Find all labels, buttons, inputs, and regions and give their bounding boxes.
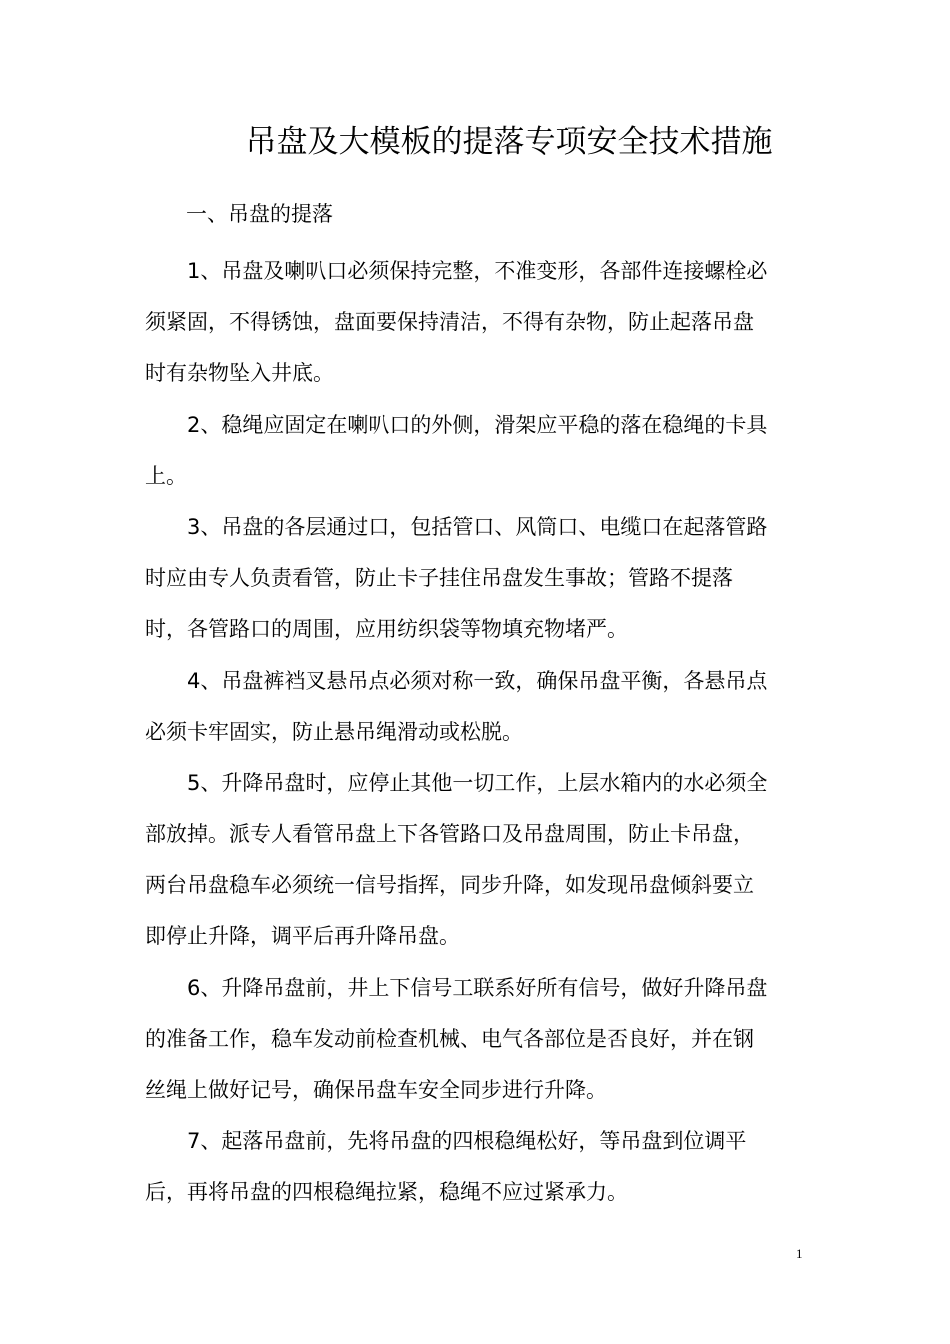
- paragraph-7-line-2: 后，再将吊盘的四根稳绳拉紧，稳绳不应过紧承力。: [145, 1180, 628, 1205]
- paragraph-5-line-1: 5、升降吊盘时，应停止其他一切工作，上层水箱内的水必须全: [187, 770, 768, 795]
- paragraph-3-line-2: 时应由专人负责看管，防止卡子挂住吊盘发生事故；管路不提落: [145, 566, 733, 591]
- paragraph-1-line-3: 时有杂物坠入井底。: [145, 361, 334, 386]
- body-text: [145, 246, 810, 1219]
- paragraph-2-line-1: 2、稳绳应固定在喇叭口的外侧，滑架应平稳的落在稳绳的卡具: [187, 412, 768, 437]
- paragraph-5-line-4: 即停止升降，调平后再升降吊盘。: [145, 924, 460, 949]
- paragraph-4-line-1: 4、吊盘裤裆叉悬吊点必须对称一致，确保吊盘平衡，各悬吊点: [187, 668, 768, 693]
- paragraph-5-line-3: 两台吊盘稳车必须统一信号指挥，同步升降，如发现吊盘倾斜要立: [145, 873, 754, 898]
- paragraph-6-line-1: 6、升降吊盘前，井上下信号工联系好所有信号，做好升降吊盘: [187, 975, 768, 1000]
- paragraph-5-line-2: 部放掉。派专人看管吊盘上下各管路口及吊盘周围，防止卡吊盘，: [145, 822, 754, 847]
- paragraph-1-line-1: 1、吊盘及喇叭口必须保持完整，不准变形，各部件连接螺栓必: [187, 259, 768, 283]
- paragraph-4-line-2: 必须卡牢固实，防止悬吊绳滑动或松脱。: [145, 719, 523, 744]
- paragraph-2-line-2: 上。: [145, 463, 187, 488]
- paragraph-6-line-3: 丝绳上做好记号，确保吊盘车安全同步进行升降。: [145, 1078, 607, 1102]
- document-title: 吊盘及大模板的提落专项安全技术措施: [245, 124, 773, 160]
- paragraph-7-line-1: 7、起落吊盘前，先将吊盘的四根稳绳松好，等吊盘到位调平: [187, 1129, 747, 1154]
- section-heading: 一、吊盘的提落: [186, 202, 333, 226]
- paragraph-3-line-3: 时，各管路口的周围，应用纺织袋等物填充物堵严。: [145, 617, 628, 642]
- paragraph-6-line-2: 的准备工作，稳车发动前检查机械、电气各部位是否良好，并在钢: [145, 1026, 754, 1051]
- paragraph-1-line-2: 须紧固，不得锈蚀，盘面要保持清洁，不得有杂物，防止起落吊盘: [145, 310, 754, 335]
- paragraph-3-line-1: 3、吊盘的各层通过口，包括管口、风筒口、电缆口在起落管路: [187, 514, 768, 539]
- page-number: 1: [796, 1246, 803, 1261]
